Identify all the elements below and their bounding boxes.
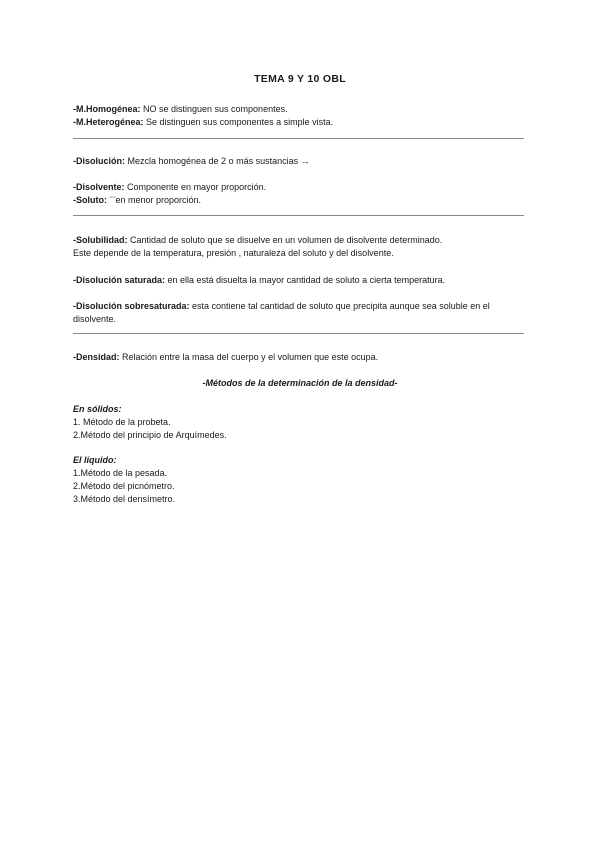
liquid-heading: El líquido: (73, 455, 117, 465)
definition-text: Cantidad de soluto que se disuelve en un volumen de disolvente determinado. (127, 235, 443, 245)
term: -Disolvente: (73, 182, 125, 192)
definition-text: ¨¨en menor proporción. (107, 195, 202, 205)
definition-homogeneous (73, 103, 528, 116)
divider (73, 215, 524, 216)
term: -Solubilidad: (73, 235, 128, 245)
methods-title: -Métodos de la determinación de la densidad- (202, 378, 398, 388)
mixtures-section (73, 103, 528, 129)
term: -M.Homogénea: (73, 104, 141, 114)
density-section (73, 351, 528, 364)
divider (73, 333, 524, 334)
definition-saturated (73, 274, 528, 287)
liquid-section (73, 454, 528, 506)
term: -M.Heterogénea: (73, 117, 144, 127)
definition-text: Se distinguen sus componentes a simple vista. (143, 117, 334, 127)
list-item: 2.Método del picnómetro. (73, 481, 175, 491)
list-item: 1. Método de la probeta. (73, 417, 171, 427)
definition-text: Componente en mayor proporción. (124, 182, 267, 192)
definition-text: Relación entre la masa del cuerpo y el volumen que este ocupa. (119, 352, 379, 362)
page-title: TEMA 9 Y 10 OBL (254, 73, 346, 85)
list-item: 2.Método del principio de Arquímedes. (73, 430, 227, 440)
definition-solution (73, 155, 528, 168)
definition-text: esta contiene tal cantidad de soluto que precipita aunque sea soluble en el disolvente. (73, 301, 490, 324)
supersaturated-section (73, 300, 528, 326)
definition-text: en ella está disuelta la mayor cantidad de soluto a cierta temperatura. (165, 275, 446, 285)
list-item: 3.Método del densímetro. (73, 494, 176, 504)
term: -Densidad: (73, 352, 120, 362)
definition-supersaturated (73, 300, 528, 326)
term: -Disolución saturada: (73, 275, 166, 285)
definition-text-line2: Este depende de la temperatura, presión , naturaleza del soluto y del disolvente. (73, 248, 394, 258)
solids-section (73, 403, 528, 442)
term: -Disolución: (73, 156, 125, 166)
definition-solute (73, 194, 528, 207)
solids-heading: En sólidos: (73, 404, 122, 414)
term: -Disolución sobresaturada: (73, 301, 190, 311)
list-item: 1.Método de la pesada. (73, 468, 168, 478)
divider (73, 138, 524, 139)
saturated-section (73, 274, 528, 287)
solubility-section (73, 234, 528, 260)
definition-density (73, 351, 528, 364)
definition-heterogeneous (73, 116, 528, 129)
definition-text: Mezcla homogénea de 2 o más sustancias → (125, 156, 310, 166)
term: -Soluto: (73, 195, 107, 205)
solution-section (73, 155, 528, 168)
definition-solubility (73, 234, 528, 247)
definition-text: NO se distinguen sus componentes. (140, 104, 288, 114)
components-section (73, 181, 528, 207)
definition-solvent (73, 181, 528, 194)
